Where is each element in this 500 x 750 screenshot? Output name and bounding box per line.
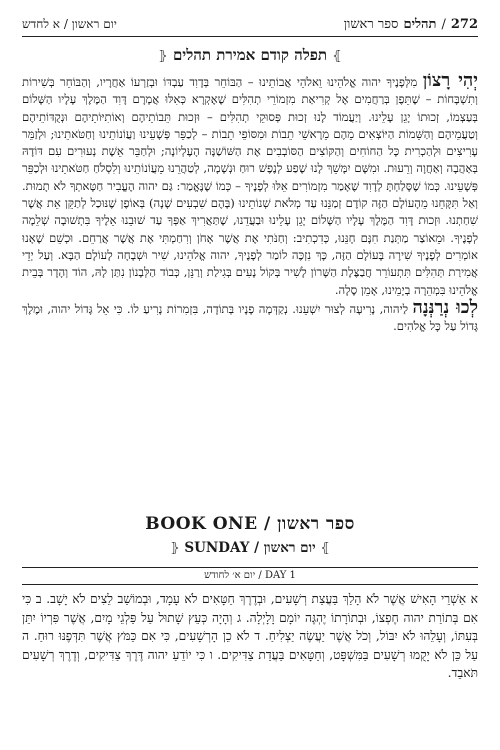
page-number: 272 — [450, 17, 478, 32]
sunday-heading-text: SUNDAY / יום ראשון — [184, 540, 316, 556]
ornament-left: ⦄ — [170, 541, 180, 556]
psalm-text — [22, 590, 478, 750]
running-header-book: 272 / תהלים ספר ראשון — [343, 17, 478, 32]
ornament-right: ⦄ — [332, 49, 342, 64]
ornament-right: ⦃ — [320, 541, 330, 556]
closing-verse: לַיהוה, נָרִיעָה לְצוּר יִשְׁעֵנוּ. נְקַדְּמָה פָנָיו בְּתוֹדָה, בִּזְמִרוֹת נָרִיעַ לוֹ. כִּי אֵל גָּדוֹל יהוה, וּמֶלֶךְ גָּדוֹל עַל כָּל אֱלֹהִים. — [22, 301, 478, 334]
book-title: תהלים — [403, 17, 437, 32]
ornament-left: ⦃ — [158, 49, 168, 64]
closing-lead-words: לְכוּ נְרַנְּנָה — [412, 296, 478, 318]
running-header — [22, 12, 478, 37]
prayer-body: מִלְּפָנֶיךָ יהוה אֱלֹהֵינוּ וֵאלֹהֵי אֲבוֹתֵינוּ – הַבּוֹחֵר בְּדָוִד עַבְדּוֹ וּבְזַרְעוֹ אַחֲרָיו, וְהַבּוֹחֵר בְּשִׁירוֹת וְתִשְׁבָּחוֹת – שֶׁתֵּפֶן בְּרַחֲמִים אֶל קְרִיאַת מִזְמוֹרֵי תְהִלִּים שֶׁאֶקְרָא כְּאִלּוּ אֲמָרָם דָּוִד הַמֶּלֶךְ עָלָיו הַשָּׁלוֹם בְּעַצְמוֹ, זְכוּתוֹ יָגֵן עָלֵינוּ. וְיַעֲמוֹד לָנוּ זְכוּת פְּסוּקֵי תְהִלִּים – וּזְכוּת תֵּבוֹתֵיהֶם וְאוֹתִיּוֹתֵיהֶם וּנְקֻדּוֹתֵיהֶם וְטַעֲמֵיהֶם וְהַשֵּׁמוֹת הַיּוֹצְאִים מֵהֶם מֵרָאשֵׁי תֵבוֹת וּמִסּוֹפֵי תֵבוֹת – לְכַפֵּר פְּשָׁעֵינוּ וַעֲוֹנוֹתֵינוּ וְחַטֹּאתֵינוּ; וּלְזַמֵּר עָרִיצִים וּלְהַכְרִית כָּל הַחוֹחִים וְהַקּוֹצִים הַסּוֹבְבִים אֶת הַשּׁוֹשַׁנָּה הָעֶלְיוֹנָה; וּלְחַבֵּר אֵשֶׁת נְעוּרִים עִם דּוֹדָהּ בְּאַהֲבָה וְאַחֲוָה וְרֵעוּת. וּמִשָּׁם יִמָּשֵׁךְ לָנוּ שֶׁפַע לְנֶפֶשׁ רוּחַ וּנְשָׁמָה, לְטַהֲרֵנוּ מֵעֲוֹנוֹתֵינוּ וְלִסְלֹחַ חַטֹּאתֵינוּ וּלְכַפֵּר פְּשָׁעֵינוּ. כְּמוֹ שֶׁסָּלַחְתָּ לְדָוִד שֶׁאָמַר מִזְמוֹרִים אֵלּוּ לְפָנֶיךָ – כְּמוֹ שֶׁנֶּאֱמַר: גַּם יהוה הֶעֱבִיר חַטָּאתְךָ לֹא תָמוּת. וְאַל תִּקָּחֵנוּ מֵהָעוֹלָם הַזֶּה קוֹדֶם זְמַנֵּנוּ עַד מְלֹאת שְׁנוֹתֵינוּ (בָּהֶם שִׁבְעִים שָׁנָה) בְּאוֹפֶן שֶׁנּוּכַל לְתַקֵּן אֵת אֲשֶׁר שִׁחַתְנוּ. וּזְכוּת דָּוִד הַמֶּלֶךְ עָלָיו הַשָּׁלוֹם יָגֵן עָלֵינוּ וּבַעֲדֵנוּ, שֶׁתַּאֲרִיךְ אַפְּךָ עַד שׁוּבֵנוּ אֵלֶיךָ בִּתְשׁוּבָה שְׁלֵמָה לְפָנֶיךָ. וּמֵאוֹצַר מַתְּנַת חִנָּם חָנֵּנוּ, כְּדִכְתִיב: וְחַנֹּתִי אֶת אֲשֶׁר אָחֹן וְרִחַמְתִּי אֶת אֲשֶׁר אֲרַחֵם. וּכְשֵׁם שֶׁאָנוּ אוֹמְרִים לְפָנֶיךָ שִׁירָה בָּעוֹלָם הַזֶּה, כָּךְ נִזְכֶּה לוֹמַר לְפָנֶיךָ, יהוה אֱלֹהֵינוּ, שִׁיר וּשְׁבָחָה לָעוֹלָם הַבָּא. וְעַל יְדֵי אֲמִירַת תְּהִלִּים תִּתְעוֹרֵר חֲבַצֶּלֶת הַשָּׁרוֹן לָשִׁיר בְּקוֹל נָעִים בְּגִילַת וְרַנֵּן, כְּבוֹד הַלְּבָנוֹן נִתַּן לָהּ, הוֹד וְהָדָר בְּבֵית אֱלֹהֵינוּ בִּמְהֵרָה בְיָמֵינוּ, אָמֵן סֶלָה. — [22, 75, 478, 297]
prayer-lead-words: יְהִי רָצוֹן — [422, 72, 478, 91]
psalm-body: א אַשְׁרֵי הָאִישׁ אֲשֶׁר לֹא הָלַךְ בַּעֲצַת רְשָׁעִים, וּבְדֶרֶךְ חַטָּאִים לֹא עָמָד, וּבְמוֹשַׁב לֵצִים לֹא יָשָׁב. ב כִּי אִם בְּתוֹרַת יהוה חֶפְצוֹ, וּבְתוֹרָתוֹ יֶהְגֶּה יוֹמָם וָלָיְלָה. ג וְהָיָה כְּעֵץ שָׁתוּל עַל פַּלְגֵי מָיִם, אֲשֶׁר פִּרְיוֹ יִתֵּן בְּעִתּוֹ, וְעָלֵהוּ לֹא יִבּוֹל, וְכֹל אֲשֶׁר יַעֲשֶׂה יַצְלִיחַ. ד לֹא כֵן הָרְשָׁעִים, כִּי אִם כַּמֹּץ אֲשֶׁר תִּדְּפֶנּוּ רוּחַ. ה עַל כֵּן לֹא יָקֻמוּ רְשָׁעִים בַּמִּשְׁפָּט, וְחַטָּאִים בַּעֲדַת צַדִּיקִים. ו כִּי יוֹדֵעַ יהוה דֶּרֶךְ צַדִּיקִים, וְדֶרֶךְ רְשָׁעִים תֹּאבֵד. — [22, 592, 478, 680]
prayer-text — [22, 72, 478, 452]
prayer-title — [0, 46, 500, 65]
prayer-title-text: תפלה קודם אמירת תהלים — [172, 46, 328, 64]
day-of-month-label: יום א׳ לחודש / DAY 1 — [22, 567, 478, 585]
book-heading: BOOK ONE / ספר ראשון — [145, 514, 355, 534]
book-subtitle: ספר ראשון — [343, 17, 399, 32]
day-of-week-heading — [0, 540, 500, 556]
running-header-day: יום ראשון / א לחדש — [22, 16, 117, 31]
